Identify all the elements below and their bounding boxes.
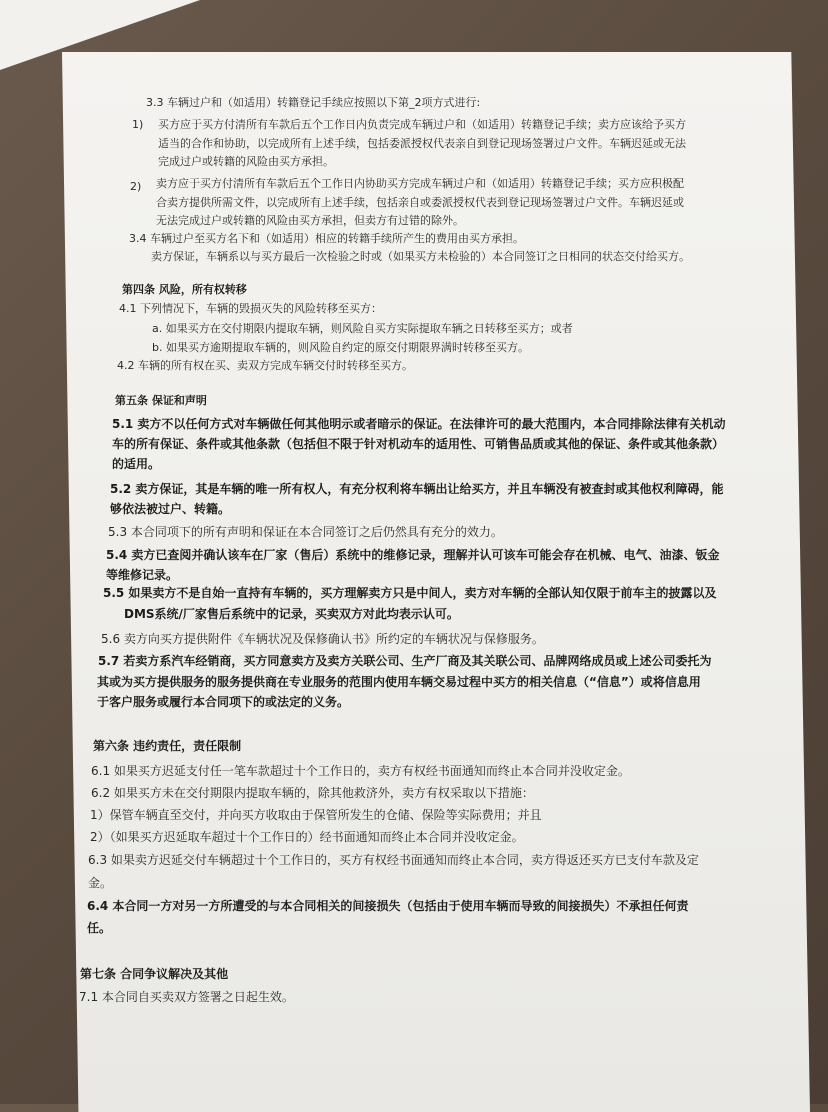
contract-page — [62, 52, 810, 1112]
clause-5-3: 5.3 本合同项下的所有声明和保证在本合同签订之后仍然具有充分的效力。 — [108, 525, 503, 539]
clause-3-3-item-2-line-3: 无法完成过户或转籍的风险由买方承担，但卖方有过错的除外。 — [156, 214, 464, 227]
clause-6-2-measure-1: 1）保管车辆直至交付，并向买方收取由于保管所发生的仓储、保险等实际费用；并且 — [90, 808, 542, 822]
clause-5-2-line-2: 够依法被过户、转籍。 — [110, 502, 231, 516]
clause-6-4-line-2: 任。 — [87, 921, 112, 935]
article-4-heading: 第四条 风险，所有权转移 — [122, 283, 247, 296]
clause-6-3-line-1: 6.3 如果卖方迟延交付车辆超过十个工作日的，买方有权经书面通知而终止本合同，卖方得返还买方已支付车款及定 — [88, 853, 699, 867]
clause-3-3-heading: 3.3 车辆过户和（如适用）转籍登记手续应按照以下第_2项方式进行: — [146, 96, 481, 109]
clause-3-4-line-2: 卖方保证，车辆系以与买方最后一次检验之时或（如果买方未检验的）本合同签订之日相同的状态交付给买方。 — [151, 250, 690, 263]
clause-6-2-measure-2: 2）（如果买方迟延取车超过十个工作日的）经书面通知而终止本合同并没收定金。 — [90, 830, 524, 844]
clause-5-5-line-1: 5.5 如果卖方不是自始一直持有车辆的，买方理解卖方只是中间人，卖方对车辆的全部认知仅限于前车主的披露以及 — [103, 586, 717, 600]
clause-5-1-line-1: 5.1 卖方不以任何方式对车辆做任何其他明示或者暗示的保证。在法律许可的最大范围内，本合同排除法律有关机动 — [112, 417, 726, 431]
article-7-heading: 第七条 合同争议解决及其他 — [80, 967, 229, 981]
clause-5-7-line-2: 其或为买方提供服务的服务提供商在专业服务的范围内使用车辆交易过程中买方的相关信息（“信息”）或将信息用 — [97, 675, 701, 689]
clause-4-2: 4.2 车辆的所有权在买、卖双方完成车辆交付时转移至买方。 — [117, 359, 413, 372]
clause-6-3-line-2: 金。 — [88, 876, 113, 890]
clause-3-3-item-2-line-1: 卖方应于买方付清所有车款后五个工作日内协助买方完成车辆过户和（如适用）转籍登记手续；买方应积极配 — [156, 177, 684, 190]
clause-5-6: 5.6 卖方向买方提供附件《车辆状况及保修确认书》所约定的车辆状况与保修服务。 — [101, 632, 544, 646]
clause-4-1: 4.1 下列情况下，车辆的毁损灭失的风险转移至买方： — [119, 302, 382, 315]
clause-6-1: 6.1 如果买方迟延支付任一笔车款超过十个工作日的，卖方有权经书面通知而终止本合同并没收定金。 — [91, 764, 630, 778]
clause-5-1-line-3: 的适用。 — [112, 457, 161, 471]
article-6-heading: 第六条 违约责任，责任限制 — [93, 739, 242, 753]
clause-5-7-line-1: 5.7 若卖方系汽车经销商，买方同意卖方及卖方关联公司、生产厂商及其关联公司、品牌网络成员或上述公司委托为 — [98, 654, 712, 668]
clause-3-4-line-1: 3.4 车辆过户至买方名下和（如适用）相应的转籍手续所产生的费用由买方承担。 — [129, 232, 524, 245]
clause-3-3-item-2-line-2: 合卖方提供所需文件，以完成所有上述手续，包括亲自或委派授权代表到登记现场签署过户文件。车辆迟延或 — [156, 196, 684, 209]
clause-7-1: 7.1 本合同自买卖双方签署之日起生效。 — [79, 990, 294, 1004]
clause-3-3-item-1-line-2: 适当的合作和协助，以完成所有上述手续，包括委派授权代表亲自到登记现场签署过户文件。车辆迟延或无法 — [158, 137, 686, 150]
clause-5-5-line-2: DMS系统/厂家售后系统中的记录，买卖双方对此均表示认可。 — [124, 607, 459, 621]
clause-3-3-item-1-line-1: 买方应于买方付清所有车款后五个工作日内负责完成车辆过户和（如适用）转籍登记手续；卖方应该给予买方 — [158, 118, 686, 131]
clause-4-1-b: b. 如果买方逾期提取车辆的，则风险自约定的原交付期限界满时转移至买方。 — [152, 341, 529, 354]
clause-5-4-line-2: 等维修记录。 — [106, 568, 179, 582]
clause-3-3-item-2-number: 2) — [130, 180, 142, 193]
clause-3-3-item-1-line-3: 完成过户或转籍的风险由买方承担。 — [158, 155, 334, 168]
clause-6-4-line-1: 6.4 本合同一方对另一方所遭受的与本合同相关的间接损失（包括由于使用车辆而导致的间接损失）不承担任何责 — [87, 899, 689, 913]
article-5-heading: 第五条 保证和声明 — [115, 394, 207, 407]
clause-4-1-a: a. 如果买方在交付期限内提取车辆，则风险自买方实际提取车辆之日转移至买方；或者 — [152, 322, 573, 335]
clause-5-2-line-1: 5.2 卖方保证，其是车辆的唯一所有权人，有充分权利将车辆出让给买方，并且车辆没有被查封或其他权利障碍，能 — [110, 482, 724, 496]
clause-5-7-line-3: 于客户服务或履行本合同项下的或法定的义务。 — [97, 695, 350, 709]
clause-3-3-item-1-number: 1) — [132, 118, 144, 131]
clause-5-4-line-1: 5.4 卖方已查阅并确认该车在厂家（售后）系统中的维修记录，理解并认可该车可能会存在机械、电气、油漆、钣金 — [106, 548, 720, 562]
clause-5-1-line-2: 车的所有保证、条件或其他条款（包括但不限于针对机动车的适用性、可销售品质或其他的保证、条件或其他条款） — [112, 437, 725, 451]
clause-6-2: 6.2 如果买方未在交付期限内提取车辆的，除其他救济外，卖方有权采取以下措施： — [91, 786, 534, 800]
